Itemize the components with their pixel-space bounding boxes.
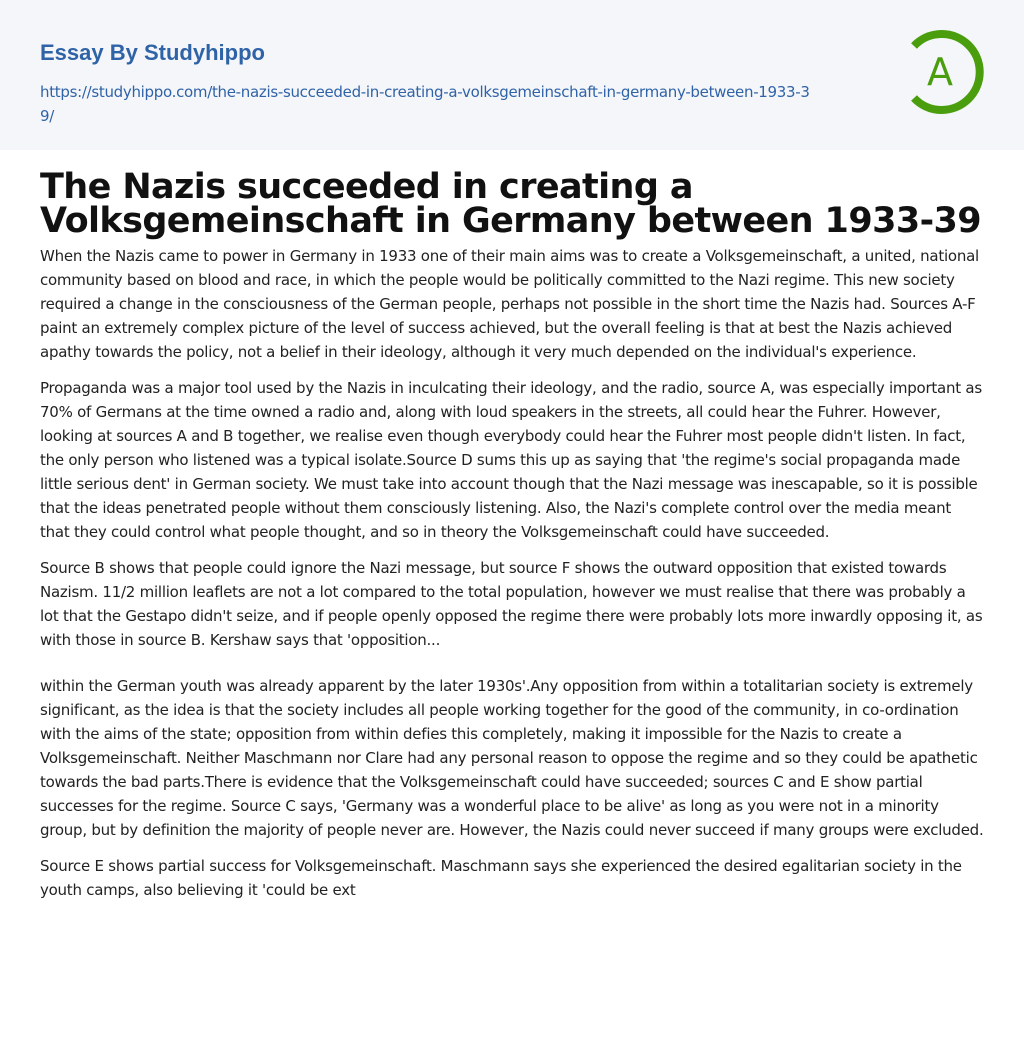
studyhippo-logo-icon — [896, 28, 988, 116]
paragraph: within the German youth was already apparent by the later 1930s'.Any opposition from within a totalitarian society is extremely significant, as the idea is that the society includes all people working together for the good of the community, in co-ordination with the aims of the state; opposition from within defies this completely, making it impossible for the Nazis to create a Volksgemeinschaft. Neither Maschmann nor Clare had any personal reason to oppose the regime and so they could be apathetic towards the bad parts.There is evidence that the Volksgemeinschaft could have succeeded; sources C and E show partial successes for the regime. Source C says, 'Germany was a wonderful place to be alive' as long as you were not in a minority group, but by definition the majority of people never are. However, the Nazis could never succeed if many groups were excluded. — [40, 677, 984, 839]
article-title: The Nazis succeeded in creating a Volksgemeinschaft in Germany between 1933-39 — [40, 167, 982, 241]
paragraph: Source B shows that people could ignore the Nazi message, but source F shows the outward opposition that existed towards Nazism. 11/2 million leaflets are not a lot compared to the total population, however we must realise that there was probably a lot that the Gestapo didn't seize, and if people openly opposed the regime there were probably lots more inwardly opposing it, as with those in source B. Kershaw says that 'opposition... — [40, 559, 983, 649]
article — [0, 150, 1024, 902]
site-header — [0, 0, 1024, 150]
paragraph: When the Nazis came to power in Germany in 1933 one of their main aims was to create a Volksgemeinschaft, a united, national community based on blood and race, in which the people would be politically committed to the Nazi regime. This new society required a change in the consciousness of the German people, perhaps not possible in the short time the Nazis had. Sources A-F paint an extremely complex picture of the level of success achieved, but the overall feeling is that at best the Nazis achieved apathy towards the policy, not a belief in their ideology, although it very much depended on the individual's experience. — [40, 247, 979, 361]
logo-letter: A — [927, 50, 953, 94]
brand-title: Essay By Studyhippo — [40, 40, 265, 65]
paragraph: Propaganda was a major tool used by the Nazis in inculcating their ideology, and the radio, source A, was especially important as 70% of Germans at the time owned a radio and, along with loud speakers in the streets, all could hear the Fuhrer. However, looking at sources A and B together, we realise even though everybody could hear the Fuhrer most people didn't listen. In fact, the only person who listened was a typical isolate.Source D sums this up as saying that 'the regime's social propaganda made little serious dent' in German society. We must take into account though that the Nazi message was inescapable, so it is possible that the ideas penetrated people without them consciously listening. Also, the Nazi's complete control over the media meant that they could control what people thought, and so in theory the Volksgemeinschaft could have succeeded. — [40, 379, 982, 541]
source-url-link[interactable]: https://studyhippo.com/the-nazis-succeeded-in-creating-a-volksgemeinschaft-in-germany-between-1933-39/ — [40, 83, 810, 125]
paragraph: Source E shows partial success for Volksgemeinschaft. Maschmann says she experienced the desired egalitarian society in the youth camps, also believing it 'could be ext — [40, 857, 962, 899]
article-body — [40, 244, 984, 902]
